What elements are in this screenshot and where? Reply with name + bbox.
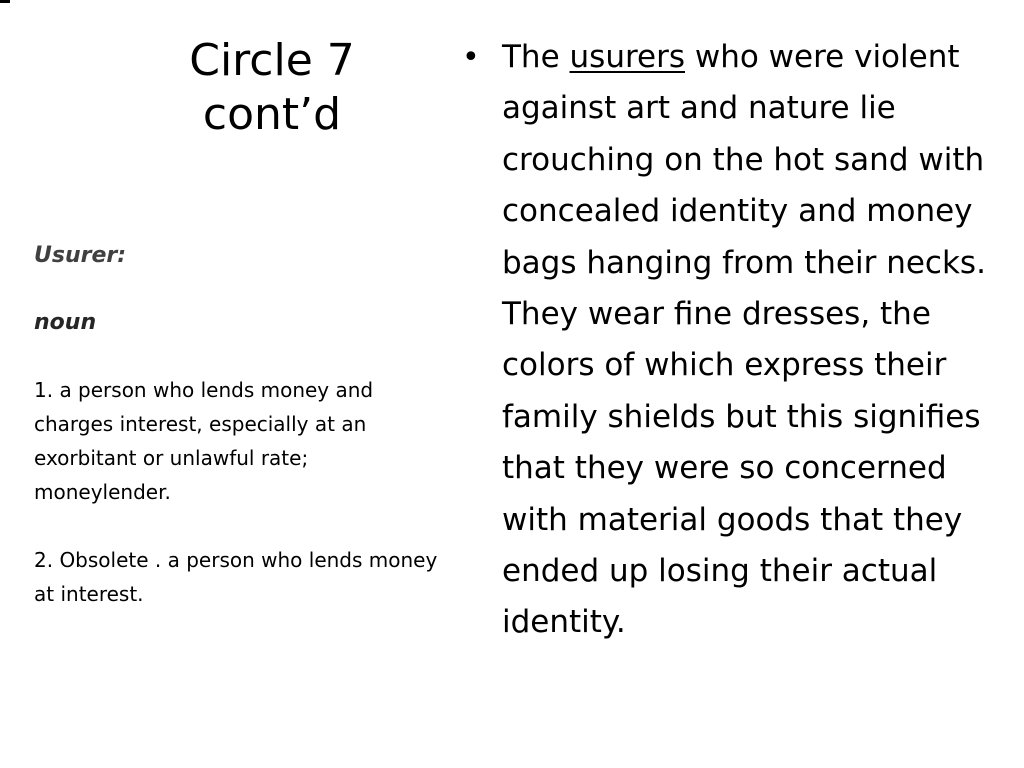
bullet-underlined-word: usurers	[569, 39, 685, 75]
bullet-marker: •	[462, 40, 480, 75]
corner-mark	[0, 0, 10, 3]
definition-sense-1: 1. a person who lends money and charges interest, especially at an exorbitant or unlawful rate; moneylender.	[34, 378, 374, 504]
slide-title-line-1: Circle 7	[189, 35, 355, 86]
definition-sense-2: 2. Obsolete . a person who lends money at interest.	[34, 548, 438, 606]
definition-term: Usurer:	[34, 243, 127, 268]
bullet-point	[462, 32, 992, 649]
bullet-prefix: The	[502, 39, 570, 75]
definition-part-of-speech: noun	[34, 310, 97, 335]
definition-panel	[34, 240, 444, 611]
slide-title	[140, 34, 404, 142]
bullet-rest: who were violent against art and nature lie crouching on the hot sand with concealed identity and money bags hanging from their necks. They wear fine dresses, the colors of which express their family shields but this signifies that they were so concerned with material goods that they ended up losing their actual identity.	[502, 39, 986, 641]
slide-title-line-2: cont’d	[202, 89, 342, 140]
bullet-text	[502, 32, 992, 649]
